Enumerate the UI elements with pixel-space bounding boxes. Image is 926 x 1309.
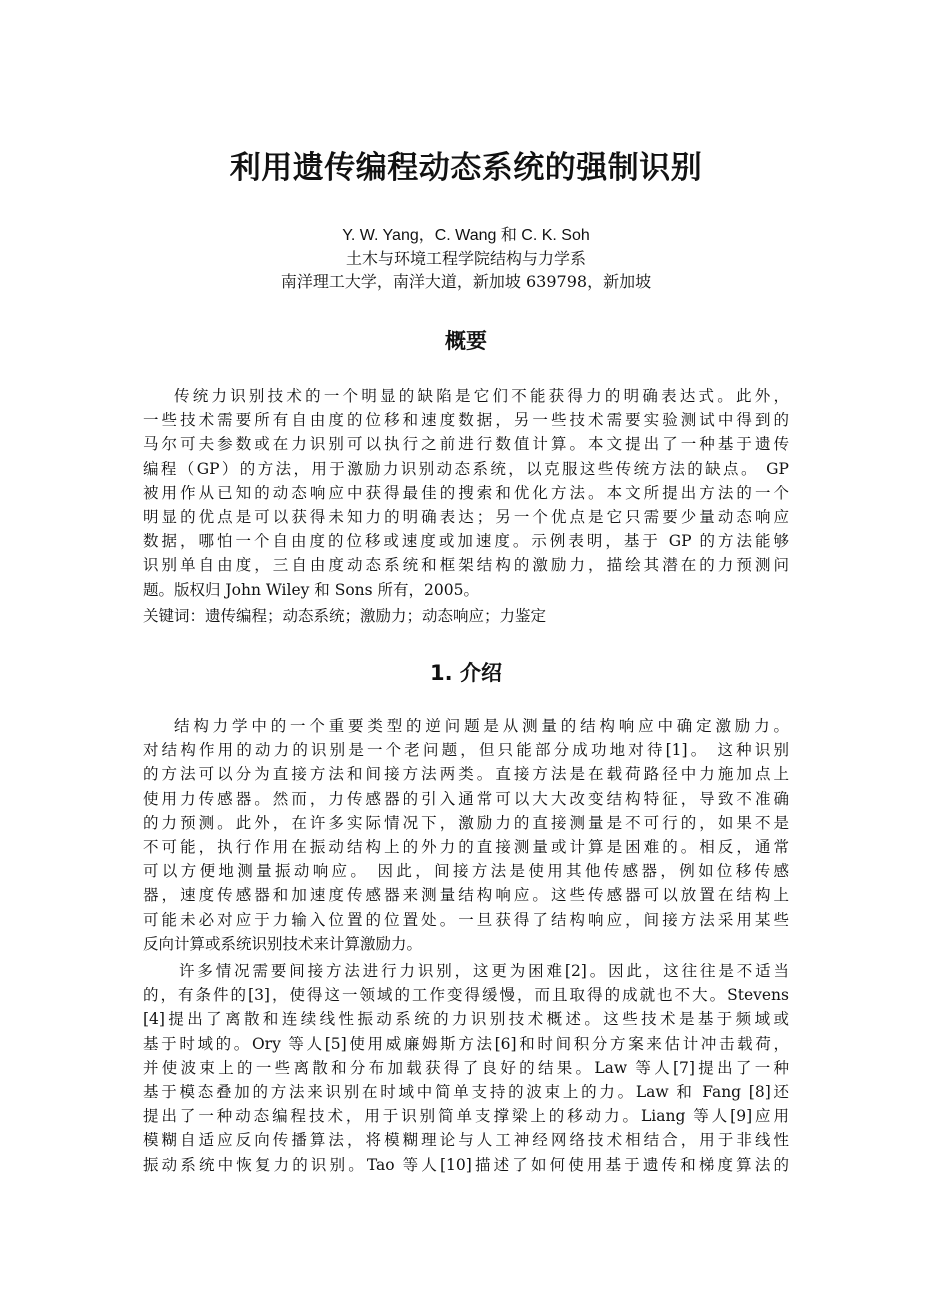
intro-line: [4]提出了离散和连续线性振动系统的力识别技术概述。这些技术是基于频域或 [143, 1010, 789, 1029]
intro-line: 使用力传感器。然而，力传感器的引入通常可以大大改变结构特征，导致不准确 [143, 789, 789, 808]
author-department: 土木与环境工程学院结构与力学系 [345, 249, 586, 268]
abstract-heading: 概要 [445, 329, 487, 353]
author-block [143, 224, 789, 293]
abstract-line: 马尔可夫参数或在力识别可以执行之前进行数值计算。本文提出了一种基于遗传 [143, 435, 789, 454]
abstract-line: 传统力识别技术的一个明显的缺陷是它们不能获得力的明确表达式。此外， [174, 387, 789, 405]
intro-line: 的力预测。此外，在许多实际情况下，激励力的直接测量是不可行的，如果不是 [143, 813, 789, 832]
intro-line: 许多情况需要间接方法进行力识别，这更为困难[2]。因此，这往往是不适当 [179, 962, 789, 980]
abstract-line: 被用作从已知的动态响应中获得最佳的搜索和优化方法。本文所提出方法的一个 [143, 483, 789, 502]
keywords-line: 关键词：遗传编程；动态系统；激励力；动态响应；力鉴定 [143, 607, 547, 625]
intro-line: 并使波束上的一些离散和分布加载获得了良好的结果。Law 等人[7]提出了一种 [143, 1058, 789, 1077]
abstract-line: 题。版权归 John Wiley 和 Sons 所有，2005。 [143, 580, 479, 599]
abstract-line: 数据，哪怕一个自由度的位移或速度或加速度。示例表明，基于 GP 的方法能够 [143, 532, 789, 551]
intro-line: 的方法可以分为直接方法和间接方法两类。直接方法是在载荷路径中力施加点上 [143, 765, 789, 784]
intro-line: 提出了一种动态编程技术，用于识别简单支撑梁上的移动力。Liang 等人[9]应用 [143, 1107, 789, 1126]
intro-line: 的，有条件的[3]，使得这一领域的工作变得缓慢，而且取得的成就也不大。Stevens [143, 986, 789, 1005]
intro-line: 可以方便地测量振动响应。 因此，间接方法是使用其他传感器，例如位移传感 [143, 862, 789, 881]
intro-line: 模糊自适应反向传播算法，将模糊理论与人工神经网络技术相结合，用于非线性 [143, 1131, 789, 1150]
abstract-line: 识别单自由度，三自由度动态系统和框架结构的激励力，描绘其潜在的力预测问 [143, 556, 789, 575]
introduction-paragraph-2 [143, 959, 789, 1177]
introduction-paragraph-1 [143, 714, 789, 956]
intro-line: 对结构作用的动力的识别是一个老问题，但只能部分成功地对待[1]。 这种识别 [143, 741, 789, 760]
intro-line: 基于时域的。Ory 等人[5]使用威廉姆斯方法[6]和时间积分方案来估计冲击载荷， [143, 1034, 789, 1053]
intro-line: 基于模态叠加的方法来识别在时域中简单支持的波束上的力。Law 和 Fang [8]还 [143, 1083, 789, 1102]
intro-line: 反向计算或系统识别技术来计算激励力。 [143, 934, 423, 953]
abstract-line: 一些技术需要所有自由度的位移和速度数据，另一些技术需要实验测试中得到的 [143, 411, 789, 430]
author-address: 南洋理工大学，南洋大道，新加坡 639798，新加坡 [280, 272, 652, 291]
intro-line: 不可能，执行作用在振动结构上的外力的直接测量或计算是困难的。相反，通常 [143, 838, 789, 857]
introduction-heading: 1. 介绍 [430, 661, 502, 685]
paper-title: 利用遗传编程动态系统的强制识别 [229, 150, 703, 186]
abstract-line: 编程（GP）的方法，用于激励力识别动态系统，以克服这些传统方法的缺点。 GP [143, 459, 789, 478]
intro-line: 器，速度传感器和加速度传感器来测量结构响应。这些传感器可以放置在结构上 [143, 886, 789, 905]
abstract-paragraph [143, 384, 789, 602]
intro-line: 结构力学中的一个重要类型的逆问题是从测量的结构响应中确定激励力。 [174, 717, 789, 735]
author-names: Y. W. Yang，C. Wang 和 C. K. Soh [342, 227, 590, 244]
intro-line: 可能未必对应于力输入位置的位置处。一旦获得了结构响应，间接方法采用某些 [143, 910, 789, 929]
intro-line: 振动系统中恢复力的识别。Tao 等人[10]描述了如何使用基于遗传和梯度算法的 [143, 1155, 789, 1174]
abstract-line: 明显的优点是可以获得未知力的明确表达；另一个优点是它只需要少量动态响应 [143, 508, 789, 527]
